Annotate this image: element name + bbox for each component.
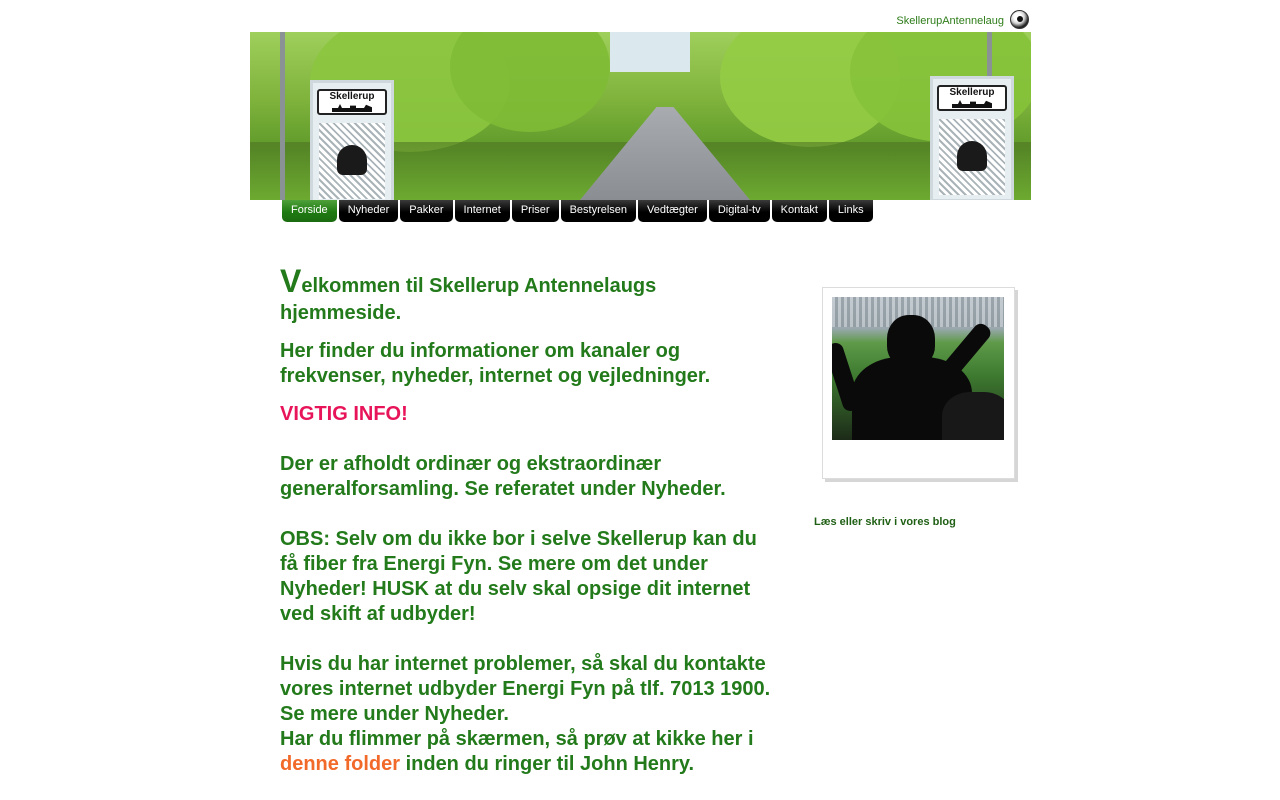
nav-item-vedtaegter[interactable]: Vedtægter [638,200,707,222]
tree-emblem-icon [957,141,987,171]
sign-pole [280,32,285,200]
town-sign-right-text: Skellerup [949,87,995,98]
flimmer-text [280,727,780,777]
internet-problems-text: Hvis du har internet problemer, så skal du kontakte vores internet udbyder Energi Fyn på tlf. 7013 1900. Se mere under Nyheder. [280,653,771,725]
nav-item-internet[interactable]: Internet [455,200,510,222]
obs-text: OBS: Selv om du ikke bor i selve Skellerup kan du få fiber fra Energi Fyn. Se mere om det under Nyheder! HUSK at du selv skal opsige dit internet ved skift af udbyder! [280,528,757,625]
nav-item-bestyrelsen[interactable]: Bestyrelsen [561,200,636,222]
town-sign-right [930,76,1014,200]
flimmer-text-after: inden du ringer til John Henry. [400,753,695,775]
nav-item-priser[interactable]: Priser [512,200,559,222]
nav-item-nyheder[interactable]: Nyheder [339,200,399,222]
welcome-text: elkommen til Skellerup Antennelaugs hjemmeside. [280,275,657,324]
main-content [280,263,780,777]
football-fans-photo[interactable] [832,297,1004,440]
site-name-link[interactable]: SkellerupAntennelaug [896,15,1004,27]
soccer-ball-icon [1010,10,1029,29]
main-nav [282,200,873,222]
header-banner-image [250,32,1031,200]
nav-item-forside[interactable]: Forside [282,200,337,222]
tree-emblem-icon [337,145,367,175]
important-info-heading: VIGTIG INFO! [280,403,408,425]
intro-text: Her finder du informationer om kanaler og frekvenser, nyheder, internet og vejledninger. [280,340,711,387]
nav-item-links[interactable]: Links [829,200,873,222]
welcome-dropcap: V [280,263,302,299]
welcome-heading [280,263,780,327]
generalforsamling-text: Der er afholdt ordinær og ekstraordinær generalforsamling. Se referatet under Nyheder. [280,453,726,500]
nav-item-pakker[interactable]: Pakker [400,200,452,222]
nav-item-digital-tv[interactable]: Digital-tv [709,200,770,222]
town-sign-left [310,80,394,200]
banner-sky [610,32,690,72]
folder-link[interactable]: denne folder [280,753,401,775]
top-bar [250,0,1031,32]
blog-photo-frame[interactable] [822,287,1015,479]
blog-link[interactable]: Læs eller skriv i vores blog [814,516,956,528]
nav-item-kontakt[interactable]: Kontakt [772,200,827,222]
town-sign-left-text: Skellerup [329,91,375,102]
flimmer-text-before: Har du flimmer på skærmen, så prøv at kikke her i [280,728,754,750]
